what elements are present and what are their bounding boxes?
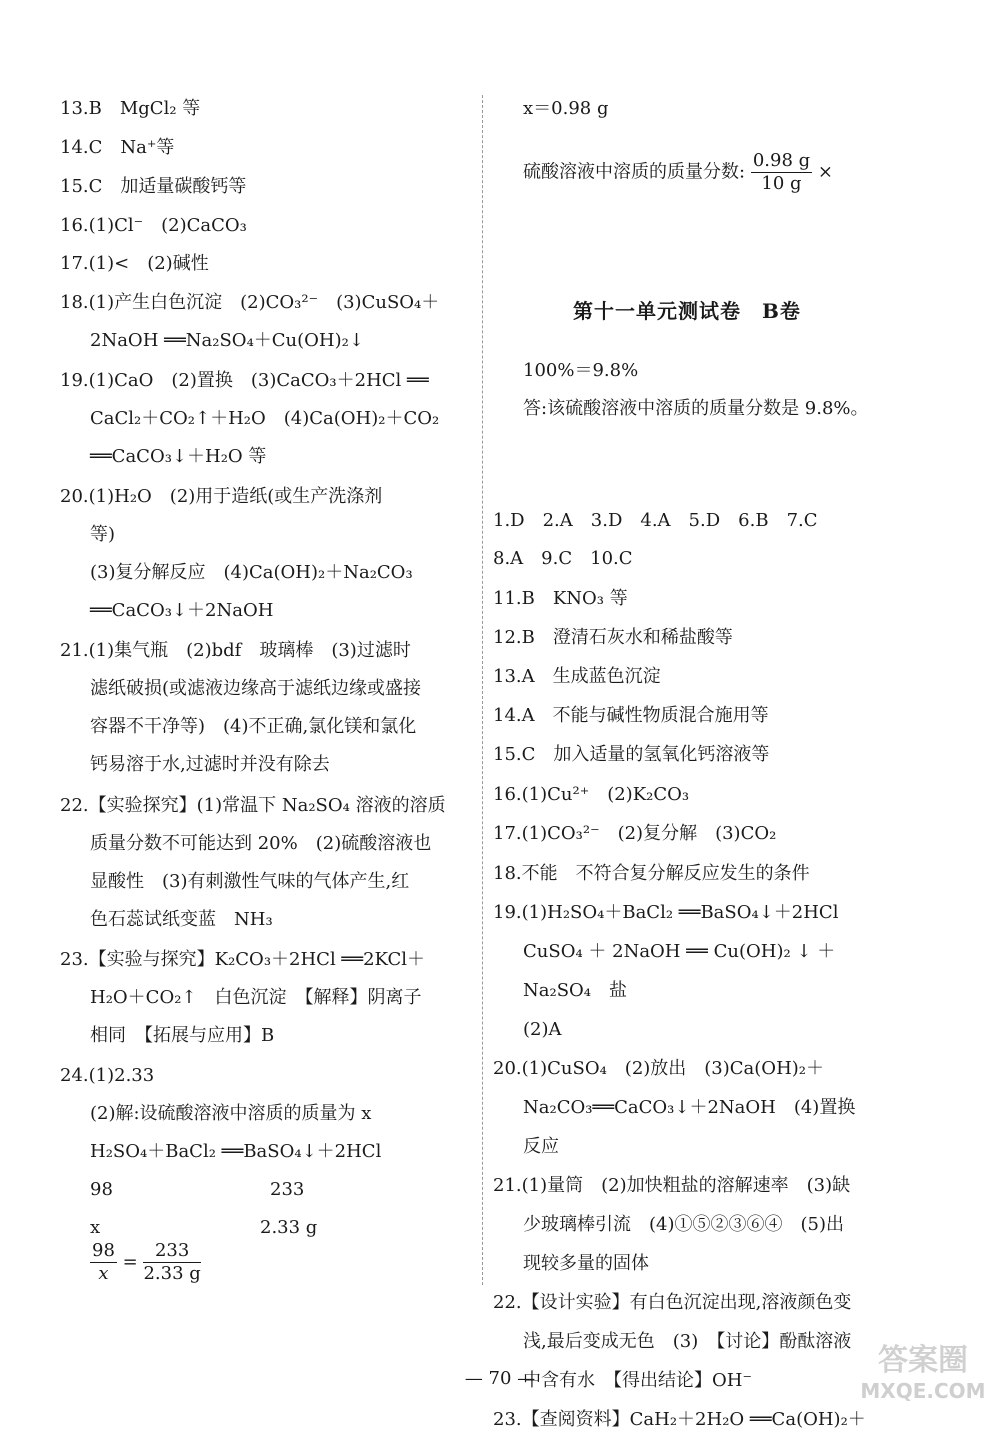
equals-sign: = (122, 1251, 138, 1273)
answer-line: 233 (270, 1179, 305, 1200)
answer-line: 16.(1)Cu²⁺ (2)K₂CO₃ (493, 784, 690, 805)
answer-line: 18.(1)产生白色沉淀 (2)CO₃²⁻ (3)CuSO₄＋ (60, 292, 440, 313)
answer-line: 13.A 生成蓝色沉淀 (493, 666, 661, 687)
answer-line: H₂O＋CO₂↑ 白色沉淀 【解释】阴离子 (90, 987, 422, 1008)
fraction-numerator: 0.98 g (752, 150, 811, 171)
answer-line: 滤纸破损(或滤液边缘高于滤纸边缘或盛接 (90, 678, 422, 699)
answer-line: 钙易溶于水,过滤时并没有除去 (90, 754, 330, 775)
answer-line: 浅,最后变成无色 (3) 【讨论】酚酞溶液 (523, 1331, 852, 1352)
ratio-left-denominator: x (98, 1263, 109, 1284)
answer-line: 8.A 9.C 10.C (493, 548, 633, 569)
answer-line: 22.【实验探究】(1)常温下 Na₂SO₄ 溶液的溶质 (60, 795, 446, 816)
fraction-denominator: 10 g (761, 173, 802, 194)
answer-line: 2.33 g (260, 1217, 318, 1238)
ratio-right-denominator: 2.33 g (143, 1263, 201, 1284)
answer-line: 100%＝9.8% (523, 360, 639, 381)
answer-line: CaCl₂＋CO₂↑＋H₂O (4)Ca(OH)₂＋CO₂ (90, 408, 440, 429)
proportion-equation (90, 1240, 201, 1285)
answer-line: 色石蕊试纸变蓝 NH₃ (90, 909, 273, 930)
answer-line: 反应 (523, 1136, 559, 1157)
answer-line: H₂SO₄＋BaCl₂ ══BaSO₄↓＋2HCl (90, 1141, 382, 1162)
answer-line: 17.(1)CO₃²⁻ (2)复分解 (3)CO₂ (493, 823, 777, 844)
answer-line: 中含有水 【得出结论】OH⁻ (523, 1370, 752, 1391)
watermark-logo (858, 1338, 988, 1408)
answer-line: 质量分数不可能达到 20% (2)硫酸溶液也 (90, 833, 432, 854)
answer-line: 21.(1)集气瓶 (2)bdf 玻璃棒 (3)过滤时 (60, 640, 411, 661)
answer-line: 等) (90, 524, 116, 545)
answer-line: x＝0.98 g (523, 98, 609, 119)
page-number: — 70 — (464, 1368, 536, 1389)
answer-line: 14.C Na⁺等 (60, 137, 175, 158)
answer-line: 16.(1)Cl⁻ (2)CaCO₃ (60, 215, 247, 236)
column-divider (482, 95, 483, 1285)
answer-line: 23.【查阅资料】CaH₂＋2H₂O ══Ca(OH)₂＋ (493, 1409, 866, 1430)
answer-line: ══CaCO₃↓＋2NaOH (90, 600, 274, 621)
answer-line: (2)解:设硫酸溶液中溶质的质量为 x (90, 1103, 372, 1124)
answer-line: ══CaCO₃↓＋H₂O 等 (90, 446, 267, 467)
svg-text:答案圈: 答案圈 (878, 1343, 968, 1378)
answer-line: 17.(1)< (2)碱性 (60, 253, 209, 274)
answer-line: CuSO₄ ＋ 2NaOH ══ Cu(OH)₂ ↓ ＋ (523, 941, 836, 962)
answer-line: 答:该硫酸溶液中溶质的质量分数是 9.8%。 (523, 398, 869, 419)
answer-line: 现较多量的固体 (523, 1253, 649, 1274)
mass-fraction-prefix: 硫酸溶液中溶质的质量分数: (523, 161, 746, 183)
answer-line: 14.A 不能与碱性物质混合施用等 (493, 705, 769, 726)
answer-line: (3)复分解反应 (4)Ca(OH)₂＋Na₂CO₃ (90, 562, 413, 583)
mass-fraction (751, 150, 812, 195)
ratio-left (90, 1240, 117, 1285)
answer-line: 22.【设计实验】有白色沉淀出现,溶液颜色变 (493, 1292, 852, 1313)
answer-line: 19.(1)H₂SO₄＋BaCl₂ ══BaSO₄↓＋2HCl (493, 902, 839, 923)
answer-line: 1.D 2.A 3.D 4.A 5.D 6.B 7.C (493, 510, 818, 531)
ratio-right (143, 1240, 200, 1285)
answer-line: 19.(1)CaO (2)置换 (3)CaCO₃＋2HCl ══ (60, 370, 429, 391)
answer-line: 18.不能 不符合复分解反应发生的条件 (493, 863, 810, 884)
answer-line: 12.B 澄清石灰水和稀盐酸等 (493, 627, 733, 648)
answer-line: 21.(1)量筒 (2)加快粗盐的溶解速率 (3)缺 (493, 1175, 851, 1196)
answer-line: x (90, 1217, 101, 1238)
answer-line: 98 (90, 1179, 113, 1200)
answer-line: 15.C 加适量碳酸钙等 (60, 176, 247, 197)
mass-fraction-line (523, 150, 833, 195)
answer-line: (2)A (523, 1019, 562, 1040)
answer-line: 显酸性 (3)有刺激性气味的气体产生,红 (90, 871, 410, 892)
answer-line: Na₂CO₃══CaCO₃↓＋2NaOH (4)置换 (523, 1097, 856, 1118)
section-title: 第十一单元测试卷 B卷 (573, 299, 801, 323)
answer-line: 23.【实验与探究】K₂CO₃＋2HCl ══2KCl＋ (60, 949, 426, 970)
times-sign: × (817, 161, 833, 183)
answer-line: 13.B MgCl₂ 等 (60, 98, 201, 119)
ratio-right-numerator: 233 (143, 1240, 200, 1263)
answer-line: 容器不干净等) (4)不正确,氯化镁和氯化 (90, 716, 417, 737)
ratio-left-numerator: 98 (92, 1240, 115, 1261)
answer-line: 11.B KNO₃ 等 (493, 588, 628, 609)
answer-line: 20.(1)CuSO₄ (2)放出 (3)Ca(OH)₂＋ (493, 1058, 825, 1079)
svg-text:MXQE.COM: MXQE.COM (860, 1379, 986, 1403)
answer-line: 少玻璃棒引流 (4)①⑤②③⑥④ (5)出 (523, 1214, 844, 1235)
answer-line: 20.(1)H₂O (2)用于造纸(或生产洗涤剂 (60, 486, 383, 507)
answer-line: 2NaOH ══Na₂SO₄＋Cu(OH)₂↓ (90, 330, 364, 351)
answer-line: 15.C 加入适量的氢氧化钙溶液等 (493, 744, 770, 765)
answer-line: 相同 【拓展与应用】B (90, 1025, 275, 1046)
answer-line: 24.(1)2.33 (60, 1065, 155, 1086)
answer-line: Na₂SO₄ 盐 (523, 980, 628, 1001)
